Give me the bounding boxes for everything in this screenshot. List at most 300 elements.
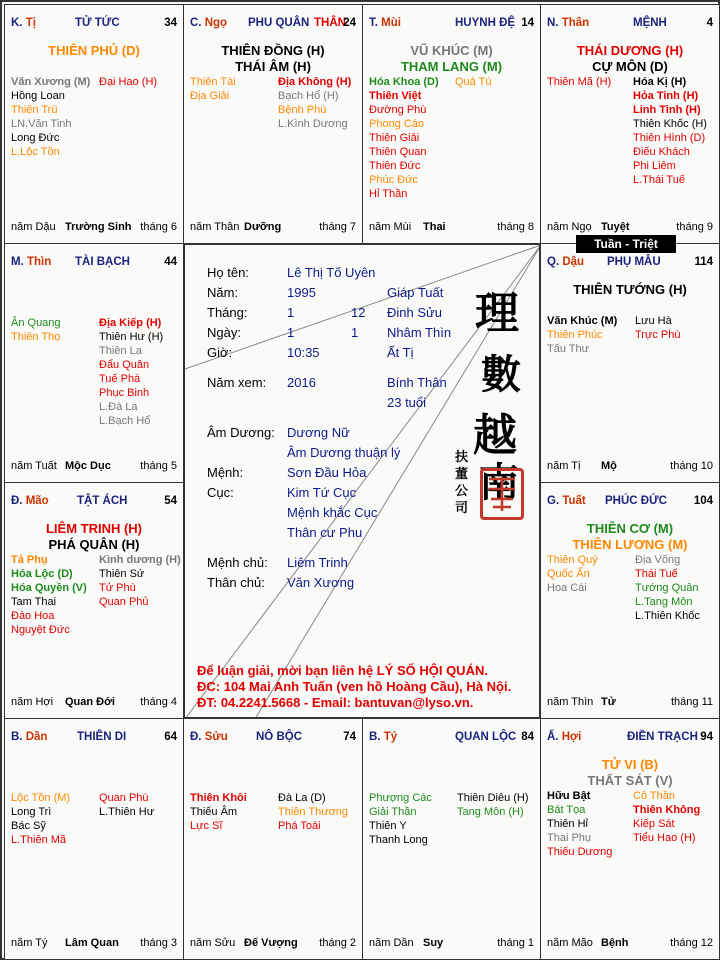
ngay-value: 1 [287, 325, 295, 340]
minor-star: Cô Thần [633, 790, 675, 802]
menh-chu-label: Mệnh chủ: [207, 555, 268, 570]
minor-star: Long Đức [11, 132, 60, 144]
minor-star: L.Lộc Tồn [11, 146, 60, 158]
major-star: THIÊN PHỦ (D) [48, 43, 140, 58]
logo-char-2: 數 [481, 351, 521, 398]
palace-name: HUYNH ĐỆ [455, 17, 516, 29]
year-branch: năm Dậu [11, 221, 56, 233]
palace-header [547, 17, 713, 33]
than-marker: THÂN [314, 17, 346, 29]
minor-star: Đại Hao (H) [99, 76, 158, 88]
palace-position [547, 256, 584, 268]
month-number: tháng 1 [497, 937, 534, 949]
major-star: THIÊN CƠ (M) [586, 521, 674, 536]
star-list-left [11, 553, 87, 637]
minor-star: Phục Binh [99, 387, 150, 399]
contact-line-3: ĐT: 04.2241.5668 - Email: bantuvan@lyso.vn. [197, 695, 474, 710]
major-star: THIÊN ĐỒNG (H) [221, 43, 325, 58]
minor-star: L.Kình Dương [278, 118, 348, 130]
palace-cell-tuat [540, 482, 720, 719]
minor-star: Hồng Loan [11, 90, 65, 102]
palace-header [547, 256, 713, 272]
minor-star: Tấu Thư [547, 343, 590, 355]
tuan-triet-badge: Tuần - Triệt [576, 235, 676, 253]
than-chu-value: Văn Xương [287, 575, 355, 590]
minor-star: Hữu Bật [547, 790, 591, 802]
star-list-left [190, 75, 236, 103]
palace-header [190, 17, 356, 33]
cuc-value-2: Mệnh khắc Cục [287, 505, 378, 520]
nam-xem-label: Năm xem: [207, 375, 267, 390]
minor-star: Văn Khúc (M) [547, 315, 618, 327]
palace-footer [547, 937, 713, 951]
than-chu-label: Thân chủ: [207, 575, 265, 590]
minor-star: Phong Cáo [369, 118, 425, 130]
minor-star: L.Thái Tuế [633, 174, 685, 186]
minor-star: Giải Thần [369, 806, 417, 818]
minor-star: L.Thiên Khốc [635, 610, 700, 622]
branch-name: Hợi [561, 731, 582, 743]
year-branch: năm Mùi [369, 221, 412, 233]
ngay-value-2: 1 [351, 325, 359, 340]
minor-star: L.Đà La [99, 401, 138, 413]
minor-star: Thiên Không [633, 804, 701, 816]
year-branch: năm Sửu [190, 937, 236, 949]
major-star: THIÊN TƯỚNG (H) [573, 282, 687, 297]
life-phase: Quan Đới [65, 696, 115, 708]
palace-position [11, 495, 49, 507]
menh-label: Mệnh: [207, 465, 244, 480]
life-phase: Tử [601, 696, 616, 708]
month-number: tháng 9 [676, 221, 713, 233]
minor-star: Hóa Lộc (D) [11, 568, 73, 580]
minor-star: Tử Phù [99, 582, 136, 594]
palace-age-number: 114 [694, 256, 713, 268]
minor-star: Linh Tinh (H) [633, 104, 701, 116]
star-list-left [11, 75, 90, 159]
palace-name: ĐIỀN TRẠCH [627, 731, 698, 743]
minor-star: Lực Sĩ [190, 820, 223, 832]
minor-star: Kiếp Sát [633, 818, 675, 830]
stem-letter: C. [190, 17, 202, 29]
stem-letter: Ấ. [547, 731, 559, 743]
minor-star: Thiên Trù [11, 104, 58, 116]
palace-position [369, 731, 397, 743]
star-list-left [547, 789, 612, 859]
palace-footer [11, 460, 177, 474]
palace-age-number: 44 [164, 256, 177, 268]
year-branch: năm Dần [369, 937, 414, 949]
stem-letter: Đ. [11, 495, 23, 507]
branch-name: Ngọ [204, 17, 228, 29]
logo-char-4: 南 [479, 459, 519, 506]
major-star: CỰ MÔN (D) [592, 59, 668, 74]
minor-star: Thiên Y [369, 820, 407, 832]
minor-star: Hóa Khoa (D) [369, 76, 439, 88]
palace-position [11, 256, 51, 268]
minor-star: L.Bạch Hổ [99, 415, 151, 427]
palace-name: THIÊN DI [77, 731, 127, 743]
star-list-left [547, 75, 611, 89]
minor-star: Thiên Mã (H) [547, 76, 612, 88]
minor-star: Đào Hoa [11, 610, 55, 622]
month-number: tháng 12 [670, 937, 713, 949]
palace-age-number: 54 [164, 495, 177, 507]
stem-letter: N. [547, 17, 559, 29]
stem-letter: M. [11, 256, 24, 268]
palace-footer [11, 696, 177, 710]
minor-star: Thiên Diêu (H) [457, 792, 529, 804]
palace-cell-ti [4, 4, 184, 244]
minor-star: Thanh Long [369, 834, 428, 846]
minor-star: Thiên Khốc (H) [633, 118, 707, 130]
cuc-label: Cục: [207, 485, 234, 500]
stem-letter: B. [11, 731, 23, 743]
palace-position [547, 17, 589, 29]
star-list-right [455, 75, 492, 89]
minor-star: Thiên Quý [547, 554, 598, 566]
branch-name: Mùi [381, 17, 401, 29]
minor-star: LN.Văn Tinh [11, 118, 72, 130]
minor-star: Phi Liêm [633, 160, 676, 172]
logo-char-1: 理 [475, 288, 519, 339]
minor-star: Thiên Thọ [11, 331, 61, 343]
year-branch: năm Tý [11, 937, 48, 949]
branch-name: Tuất [562, 495, 586, 507]
minor-star: Quan Phù [99, 792, 149, 804]
gio-label: Giờ: [207, 345, 233, 360]
minor-star: Thiếu Dương [547, 846, 613, 858]
month-number: tháng 11 [670, 696, 713, 708]
life-phase: Bệnh [601, 937, 629, 949]
star-list-right [633, 789, 700, 845]
minor-star: Thiên Giải [369, 132, 420, 144]
palace-name: NÔ BỘC [256, 731, 302, 743]
minor-star: Phúc Đức [369, 174, 418, 186]
month-number: tháng 2 [319, 937, 356, 949]
logo-char-3: 越 [473, 410, 517, 461]
palace-header [547, 495, 713, 511]
palace-footer [369, 937, 534, 951]
branch-name: Sửu [204, 731, 228, 743]
life-phase: Tuyệt [601, 221, 630, 233]
palace-header [11, 17, 177, 33]
nam-label: Năm: [207, 285, 239, 300]
life-phase: Đế Vượng [244, 937, 298, 949]
month-number: tháng 10 [670, 460, 713, 472]
month-number: tháng 3 [140, 937, 177, 949]
minor-star: Trực Phù [635, 329, 681, 341]
palace-position [190, 17, 227, 29]
palace-name: TỬ TỨC [75, 17, 120, 29]
stem-letter: T. [369, 17, 378, 29]
branch-name: Dậu [562, 256, 585, 268]
major-star: LIÊM TRINH (H) [45, 521, 143, 536]
minor-star: Địa Không (H) [278, 76, 352, 88]
logo-small-text: 扶董公司 [455, 450, 469, 516]
minor-star: Đẩu Quân [99, 359, 150, 371]
am-duong-value-2: Âm Dương thuận lý [287, 445, 401, 460]
minor-star: Thiên Khôi [190, 792, 247, 804]
minor-star: Kình dương (H) [99, 554, 181, 566]
palace-position [190, 731, 228, 743]
ngay-label: Ngày: [207, 325, 241, 340]
minor-star: L.Tang Môn [635, 596, 693, 608]
star-list-right [278, 75, 351, 131]
palace-footer [190, 221, 356, 235]
major-star: THẤT SÁT (V) [587, 773, 673, 788]
star-list-right [99, 791, 154, 819]
month-number: tháng 5 [140, 460, 177, 472]
palace-age-number: 74 [343, 731, 356, 743]
palace-cell-thin [4, 243, 184, 483]
month-number: tháng 8 [497, 221, 534, 233]
palace-footer [547, 221, 713, 235]
minor-star: L.Thiên Hư [99, 806, 155, 818]
minor-star: Thiên Hỉ [547, 818, 588, 830]
minor-star: Hỉ Thần [369, 188, 408, 200]
palace-name: TẬT ÁCH [77, 495, 128, 507]
cuc-value: Kim Tứ Cục [287, 485, 357, 500]
minor-star: Tuế Phá [99, 373, 141, 385]
minor-star: Đường Phù [369, 104, 427, 116]
minor-star: Văn Xương (M) [11, 76, 91, 88]
minor-star: Tướng Quân [635, 582, 699, 594]
minor-star: Thiên Tài [190, 76, 236, 88]
gio-value: 10:35 [287, 345, 320, 360]
year-branch: năm Hợi [11, 696, 54, 708]
minor-star: Thiên Thương [278, 806, 349, 818]
palace-cell-mao [4, 482, 184, 719]
star-list-left [190, 791, 247, 833]
palace-name: QUAN LỘC [455, 731, 517, 743]
palace-footer [11, 221, 177, 235]
palace-header [190, 731, 356, 747]
palace-header [369, 731, 534, 747]
nam-can: Giáp Tuất [387, 285, 444, 300]
stem-letter: Đ. [190, 731, 202, 743]
palace-position [369, 17, 401, 29]
ho-ten-value: Lê Thị Tố Uyên [287, 265, 376, 280]
stem-letter: K. [11, 17, 23, 29]
nam-xem-can: Bính Thân [387, 375, 447, 390]
month-number: tháng 6 [140, 221, 177, 233]
palace-cell-suu [183, 718, 363, 960]
ho-ten-label: Họ tên: [207, 265, 249, 280]
palace-header [369, 17, 534, 33]
minor-star: Thiên Hư (H) [99, 331, 164, 343]
stem-letter: G. [547, 495, 560, 507]
star-list-right [635, 314, 680, 342]
palace-name: PHÚC ĐỨC [605, 495, 667, 507]
star-list-right [457, 791, 529, 819]
palace-cell-dan [4, 718, 184, 960]
minor-star: Nguyệt Đức [11, 624, 70, 636]
minor-star: Hóa Quyền (V) [11, 582, 87, 594]
stem-letter: Q. [547, 256, 560, 268]
minor-star: Điếu Khách [633, 146, 690, 158]
gio-can: Ất Tị [387, 345, 414, 360]
palace-position [11, 17, 36, 29]
minor-star: Thiên Hình (D) [633, 132, 706, 144]
branch-name: Tý [383, 731, 398, 743]
branch-name: Mão [25, 495, 49, 507]
minor-star: Bạch Hổ (H) [278, 90, 339, 102]
contact-line-1: Để luận giải, mời bạn liên hệ LÝ SỐ HỘI QUÁN. [197, 663, 488, 678]
palace-age-number: 4 [706, 17, 713, 29]
minor-star: Quả Tú [455, 76, 492, 88]
nam-value: 1995 [287, 285, 316, 300]
thang-value: 1 [287, 305, 295, 320]
life-phase: Thai [423, 221, 446, 233]
palace-cell-ngo [183, 4, 363, 244]
palace-cell-dau [540, 243, 720, 483]
life-phase: Dưỡng [244, 221, 282, 233]
palace-age-number: 24 [343, 17, 356, 29]
month-number: tháng 4 [140, 696, 177, 708]
minor-star: Đà La (D) [278, 792, 326, 804]
stem-letter: B. [369, 731, 381, 743]
minor-star: Phượng Các [369, 792, 432, 804]
minor-star: Thiên Quan [369, 146, 427, 158]
minor-star: Tiểu Hao (H) [633, 832, 696, 844]
branch-name: Thìn [26, 256, 52, 268]
minor-star: Lộc Tồn (M) [11, 792, 71, 804]
star-list-right [635, 553, 700, 623]
palace-position [547, 495, 586, 507]
major-star: THAM LANG (M) [400, 59, 503, 74]
minor-star: L.Thiên Mã [11, 834, 67, 846]
thang-value-2: 12 [351, 305, 366, 320]
am-duong-value: Dương Nữ [287, 425, 350, 440]
star-list-right [278, 791, 348, 833]
minor-star: Địa Giải [190, 90, 230, 102]
nam-xem-value: 2016 [287, 375, 316, 390]
minor-star: Thiên Phúc [547, 329, 603, 341]
year-branch: năm Mão [547, 937, 593, 949]
palace-name: MỆNH [633, 17, 667, 29]
palace-footer [369, 221, 534, 235]
palace-age-number: 34 [164, 17, 177, 29]
palace-header [11, 256, 177, 272]
palace-footer [11, 937, 177, 951]
minor-star: Quan Phủ [99, 596, 149, 608]
palace-cell-hoi [540, 718, 720, 960]
palace-name: PHỤ MẪU [607, 256, 661, 268]
minor-star: Địa Kiếp (H) [99, 317, 162, 329]
star-list-left [11, 316, 61, 344]
year-branch: năm Tuất [11, 460, 57, 472]
year-branch: năm Thân [190, 221, 240, 233]
minor-star: Lưu Hà [635, 315, 672, 327]
star-list-left [547, 314, 617, 356]
branch-name: Thân [561, 17, 590, 29]
minor-star: Tả Phụ [11, 554, 48, 566]
year-branch: năm Ngọ [547, 221, 592, 233]
minor-star: Tam Thai [11, 596, 57, 608]
palace-footer [547, 460, 713, 474]
menh-chu-value: Liêm Trinh [287, 555, 348, 570]
red-seal-stamp [480, 468, 524, 520]
major-star: THÁI DƯƠNG (H) [576, 43, 684, 58]
minor-star: Hỏa Tinh (H) [633, 90, 699, 102]
palace-name: TÀI BẠCH [75, 256, 130, 268]
minor-star: Hóa Kị (H) [633, 76, 687, 88]
palace-cell-ty [362, 718, 541, 960]
minor-star: Tang Môn (H) [457, 806, 524, 818]
life-phase: Mộ [601, 460, 617, 472]
palace-age-number: 14 [521, 17, 534, 29]
thang-can: Đinh Sửu [387, 305, 442, 320]
palace-cell-mui [362, 4, 541, 244]
major-star: THÁI ÂM (H) [235, 59, 311, 74]
palace-footer [547, 696, 713, 710]
menh-value: Sơn Đầu Hỏa [287, 465, 367, 480]
star-list-right [99, 553, 181, 609]
palace-age-number: 104 [693, 495, 713, 507]
life-phase: Mộc Dục [65, 460, 111, 472]
minor-star: Bác Sỹ [11, 820, 46, 832]
thang-label: Tháng: [207, 305, 248, 320]
major-star: TỬ VI (B) [601, 757, 659, 772]
minor-star: Quốc Ấn [547, 568, 590, 580]
palace-name: PHU QUÂN [248, 17, 310, 29]
major-star: VŨ KHÚC (M) [410, 43, 493, 58]
minor-star: Bát Tọa [547, 804, 586, 816]
palace-age-number: 94 [700, 731, 713, 743]
star-list-right [99, 316, 163, 428]
star-list-left [369, 791, 432, 847]
minor-star: Thiên Đức [369, 160, 421, 172]
contact-line-2: ĐC: 104 Mai Anh Tuấn (ven hồ Hoàng Cầu), Hà Nội. [197, 679, 512, 694]
star-list-left [547, 553, 598, 595]
major-star: PHÁ QUÂN (H) [48, 537, 140, 552]
tuoi-value: 23 tuổi [387, 395, 427, 410]
cuc-value-3: Thân cư Phu [287, 525, 363, 540]
minor-star: Phá Toái [278, 820, 321, 832]
palace-age-number: 64 [164, 731, 177, 743]
minor-star: Địa Võng [635, 554, 681, 566]
life-phase: Trường Sinh [65, 221, 132, 233]
star-list-right [633, 75, 707, 187]
palace-footer [190, 937, 356, 951]
minor-star: Thiếu Âm [190, 806, 238, 818]
major-star: THIÊN LƯƠNG (M) [572, 537, 688, 552]
palace-cell-than [540, 4, 720, 244]
palace-header [11, 731, 177, 747]
branch-name: Tị [25, 17, 36, 29]
palace-position [11, 731, 47, 743]
minor-star: Thiên La [99, 345, 142, 357]
branch-name: Dần [25, 731, 48, 743]
star-list-right [99, 75, 157, 89]
minor-star: Thiên Việt [369, 90, 422, 102]
minor-star: Thai Phụ [547, 832, 592, 844]
minor-star: Hoa Cái [547, 582, 587, 594]
year-branch: năm Thìn [547, 696, 594, 708]
star-list-left [369, 75, 439, 201]
minor-star: Bệnh Phù [278, 104, 327, 116]
star-list-left [11, 791, 70, 847]
life-phase: Suy [423, 937, 444, 949]
minor-star: Thiên Sứ [99, 568, 145, 580]
palace-position [547, 731, 581, 743]
minor-star: Ân Quang [11, 317, 61, 329]
am-duong-label: Âm Dương: [207, 425, 275, 440]
palace-header [547, 731, 713, 747]
palace-age-number: 84 [521, 731, 534, 743]
life-phase: Lâm Quan [65, 937, 119, 949]
